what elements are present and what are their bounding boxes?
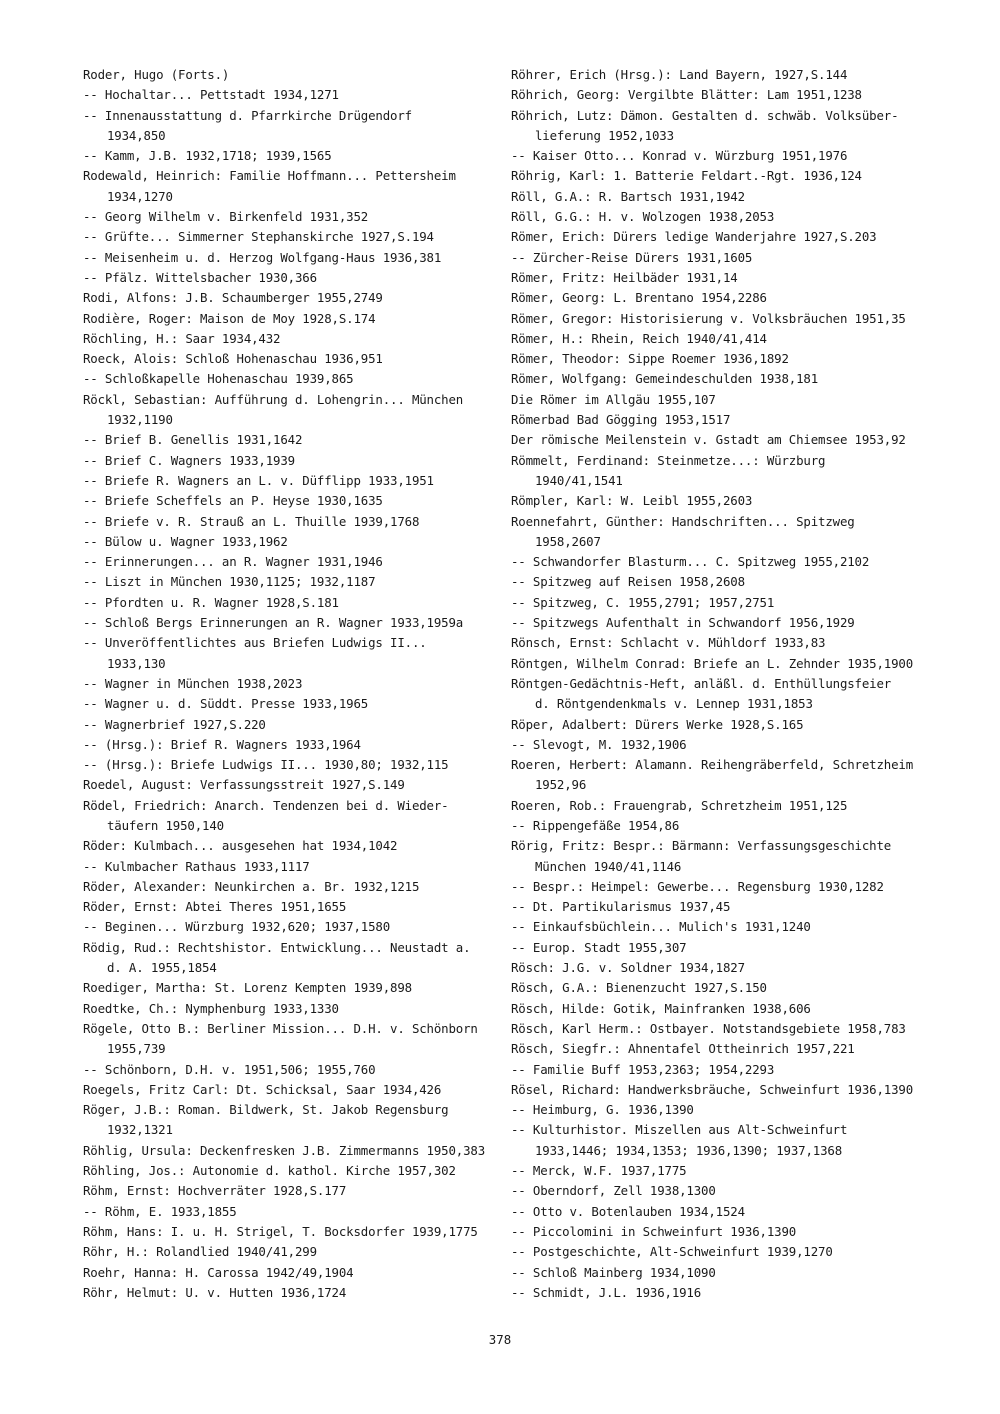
index-entry: -- Europ. Stadt 1955,307 (511, 939, 687, 955)
index-entry: Röhrich, Georg: Vergilbte Blätter: Lam 1951,1238 (511, 87, 862, 103)
index-entry: Rösch, Hilde: Gotik, Mainfranken 1938,606 (511, 1000, 811, 1016)
index-entry: -- Grüfte... Simmerner Stephanskirche 1927,S.194 (83, 229, 434, 245)
index-entry-continuation: 1955,739 (107, 1041, 166, 1057)
index-entry-continuation: 1932,1321 (107, 1122, 173, 1138)
index-entry-continuation: 1952,96 (535, 777, 587, 793)
index-entry: Roedtke, Ch.: Nymphenburg 1933,1330 (83, 1000, 339, 1016)
index-entry: Röper, Adalbert: Dürers Werke 1928,S.165 (511, 716, 804, 732)
index-entry: -- Spitzweg, C. 1955,2791; 1957,2751 (511, 594, 775, 610)
index-entry: -- Kaiser Otto... Konrad v. Würzburg 1951,1976 (511, 148, 848, 164)
index-entry: Römer, Erich: Dürers ledige Wanderjahre 1927,S.203 (511, 229, 877, 245)
index-entry: -- Schönborn, D.H. v. 1951,506; 1955,760 (83, 1061, 376, 1077)
index-entry: Röder, Alexander: Neunkirchen a. Br. 1932,1215 (83, 878, 420, 894)
index-entry: -- Briefe v. R. Strauß an L. Thuille 1939,1768 (83, 513, 420, 529)
index-entry: Roediger, Martha: St. Lorenz Kempten 1939,898 (83, 980, 412, 996)
index-entry: -- Postgeschichte, Alt-Schweinfurt 1939,1270 (511, 1244, 833, 1260)
index-column-left (83, 65, 503, 1303)
index-entry: Rösch, Karl Herm.: Ostbayer. Notstandsgebiete 1958,783 (511, 1020, 906, 1036)
index-entry: Roeren, Herbert: Alamann. Reihengräberfeld, Schretzheim (511, 757, 914, 773)
index-entry: -- Meisenheim u. d. Herzog Wolfgang-Haus 1936,381 (83, 249, 442, 265)
index-entry: -- Wagnerbrief 1927,S.220 (83, 716, 266, 732)
index-entry: -- Schloßkapelle Hohenaschau 1939,865 (83, 371, 354, 387)
index-entry: Rönsch, Ernst: Schlacht v. Mühldorf 1933,83 (511, 635, 826, 651)
index-entry: -- Familie Buff 1953,2363; 1954,2293 (511, 1061, 775, 1077)
index-entry: Römpler, Karl: W. Leibl 1955,2603 (511, 493, 753, 509)
index-entry: -- Erinnerungen... an R. Wagner 1931,1946 (83, 554, 383, 570)
index-entry-continuation: 1933,1446; 1934,1353; 1936,1390; 1937,1368 (535, 1142, 843, 1158)
index-entry: Römer, H.: Rhein, Reich 1940/41,414 (511, 330, 767, 346)
index-entry: -- Wagner in München 1938,2023 (83, 675, 303, 691)
index-entry: Röll, G.A.: R. Bartsch 1931,1942 (511, 188, 745, 204)
index-entry: Roder, Hugo (Forts.) (83, 67, 230, 82)
index-entry: Römer, Theodor: Sippe Roemer 1936,1892 (511, 351, 789, 367)
index-entry: -- Briefe R. Wagners an L. v. Düfflipp 1933,1951 (83, 472, 434, 488)
index-entry-continuation: 1932,1190 (107, 412, 173, 428)
index-entry: -- Schmidt, J.L. 1936,1916 (511, 1284, 702, 1300)
index-entry-continuation: 1934,850 (107, 127, 166, 143)
index-entry: -- Schwandorfer Blasturm... C. Spitzweg 1955,2102 (511, 554, 870, 570)
index-entry-continuation: d. Röntgendenkmals v. Lennep 1931,1853 (535, 696, 813, 712)
index-entry: Rögele, Otto B.: Berliner Mission... D.H. v. Schönborn (83, 1020, 478, 1036)
index-entry-continuation: 1933,130 (107, 655, 166, 671)
index-entry: -- Kulturhistor. Miszellen aus Alt-Schweinfurt (511, 1122, 848, 1138)
index-entry: Rösch: J.G. v. Soldner 1934,1827 (511, 960, 745, 976)
index-entry-continuation: 1934,1270 (107, 188, 173, 204)
index-entry: Der römische Meilenstein v. Gstadt am Chiemsee 1953,92 (511, 432, 906, 448)
index-entry: Die Römer im Allgäu 1955,107 (511, 391, 716, 407)
index-entry: -- Einkaufsbüchlein... Mulich's 1931,1240 (511, 919, 811, 935)
index-entry: Roennefahrt, Günther: Handschriften... Spitzweg (511, 513, 855, 529)
index-entry: Röchling, H.: Saar 1934,432 (83, 330, 281, 346)
index-entry: Röhm, Hans: I. u. H. Strigel, T. Bocksdorfer 1939,1775 (83, 1223, 478, 1239)
index-entry: -- Wagner u. d. Süddt. Presse 1933,1965 (83, 696, 369, 712)
index-entry: -- Pfordten u. R. Wagner 1928,S.181 (83, 594, 339, 610)
index-entry: -- Georg Wilhelm v. Birkenfeld 1931,352 (83, 209, 369, 225)
index-entry: Rodi, Alfons: J.B. Schaumberger 1955,2749 (83, 290, 383, 306)
index-entry: -- Briefe Scheffels an P. Heyse 1930,1635 (83, 493, 383, 509)
index-entry: -- Otto v. Botenlauben 1934,1524 (511, 1203, 745, 1219)
index-entry: Rösch, Siegfr.: Ahnentafel Ottheinrich 1957,221 (511, 1041, 855, 1057)
index-entry: Rödig, Rud.: Rechtshistor. Entwicklung... Neustadt a. (83, 939, 471, 955)
index-entry: Roehr, Hanna: H. Carossa 1942/49,1904 (83, 1264, 354, 1280)
index-entry: Röhrig, Karl: 1. Batterie Feldart.-Rgt. 1936,124 (511, 168, 862, 184)
index-entry: Röhlig, Ursula: Deckenfresken J.B. Zimmermanns 1950,383 (83, 1142, 486, 1158)
index-entry: Röhrich, Lutz: Dämon. Gestalten d. schwäb. Volksüber- (511, 107, 899, 123)
index-entry-continuation: 1940/41,1541 (535, 472, 623, 488)
index-entry-continuation: d. A. 1955,1854 (107, 960, 217, 976)
index-entry: Röntgen, Wilhelm Conrad: Briefe an L. Zehnder 1935,1900 (511, 655, 914, 671)
index-entry: -- Liszt in München 1930,1125; 1932,1187 (83, 574, 376, 590)
index-entry: Römer, Gregor: Historisierung v. Volksbräuchen 1951,35 (511, 310, 906, 326)
index-entry: -- Röhm, E. 1933,1855 (83, 1203, 237, 1219)
index-entry: -- Bespr.: Heimpel: Gewerbe... Regensburg 1930,1282 (511, 878, 884, 894)
index-entry: Röll, G.G.: H. v. Wolzogen 1938,2053 (511, 209, 775, 225)
index-entry: Römerbad Bad Gögging 1953,1517 (511, 412, 731, 428)
index-entry: Röhr, H.: Rolandlied 1940/41,299 (83, 1244, 317, 1260)
index-entry-continuation: lieferung 1952,1033 (535, 127, 674, 143)
index-entry: -- Pfälz. Wittelsbacher 1930,366 (83, 269, 317, 285)
index-entry: Röger, J.B.: Roman. Bildwerk, St. Jakob Regensburg (83, 1102, 449, 1118)
index-entry: -- Schloß Mainberg 1934,1090 (511, 1264, 716, 1280)
index-entry: Röhm, Ernst: Hochverräter 1928,S.177 (83, 1183, 347, 1199)
index-entry: Röder: Kulmbach... ausgesehen hat 1934,1042 (83, 838, 398, 854)
index-column-right (511, 65, 931, 1303)
index-entry: Rodewald, Heinrich: Familie Hoffmann... Pettersheim (83, 168, 456, 184)
index-entry: -- Kamm, J.B. 1932,1718; 1939,1565 (83, 148, 332, 164)
index-entry: -- (Hrsg.): Briefe Ludwigs II... 1930,80; 1932,115 (83, 757, 449, 773)
index-entry: Römer, Georg: L. Brentano 1954,2286 (511, 290, 767, 306)
index-entry: -- Heimburg, G. 1936,1390 (511, 1102, 694, 1118)
index-entry: -- Brief C. Wagners 1933,1939 (83, 452, 295, 468)
index-entry: Römmelt, Ferdinand: Steinmetze...: Würzburg (511, 452, 826, 468)
index-entry: Römer, Fritz: Heilbäder 1931,14 (511, 269, 738, 285)
index-entry: -- Beginen... Würzburg 1932,620; 1937,1580 (83, 919, 391, 935)
index-entry: -- Oberndorf, Zell 1938,1300 (511, 1183, 716, 1199)
index-entry: Rödel, Friedrich: Anarch. Tendenzen bei d. Wieder- (83, 797, 449, 813)
index-entry-continuation: 1958,2607 (535, 533, 601, 549)
index-entry: Rösch, G.A.: Bienenzucht 1927,S.150 (511, 980, 767, 996)
index-entry: Röhling, Jos.: Autonomie d. kathol. Kirche 1957,302 (83, 1163, 456, 1179)
index-entry: Roeck, Alois: Schloß Hohenaschau 1936,951 (83, 351, 383, 367)
index-entry: -- (Hrsg.): Brief R. Wagners 1933,1964 (83, 736, 361, 752)
index-entry: Röntgen-Gedächtnis-Heft, anläßl. d. Enthüllungsfeier (511, 675, 892, 691)
index-entry: -- Spitzweg auf Reisen 1958,2608 (511, 574, 745, 590)
index-entry: Rodière, Roger: Maison de Moy 1928,S.174 (83, 310, 376, 326)
index-entry: -- Schloß Bergs Erinnerungen an R. Wagner 1933,1959a (83, 615, 464, 631)
index-entry: -- Piccolomini in Schweinfurt 1936,1390 (511, 1223, 797, 1239)
index-entry: Roedel, August: Verfassungsstreit 1927,S.149 (83, 777, 405, 793)
index-entry: Röder, Ernst: Abtei Theres 1951,1655 (83, 899, 347, 915)
index-entry: -- Unveröffentlichtes aus Briefen Ludwigs II... (83, 635, 427, 651)
index-entry: -- Hochaltar... Pettstadt 1934,1271 (83, 87, 339, 103)
index-entry: -- Merck, W.F. 1937,1775 (511, 1163, 687, 1179)
index-entry: -- Slevogt, M. 1932,1906 (511, 736, 687, 752)
index-entry: Roeren, Rob.: Frauengrab, Schretzheim 1951,125 (511, 797, 848, 813)
index-entry: -- Zürcher-Reise Dürers 1931,1605 (511, 249, 753, 265)
index-entry: -- Bülow u. Wagner 1933,1962 (83, 533, 288, 549)
index-entry: -- Spitzwegs Aufenthalt in Schwandorf 1956,1929 (511, 615, 855, 631)
index-entry: Röhr, Helmut: U. v. Hutten 1936,1724 (83, 1284, 347, 1300)
index-entry: Römer, Wolfgang: Gemeindeschulden 1938,181 (511, 371, 819, 387)
index-entry: -- Dt. Partikularismus 1937,45 (511, 899, 731, 915)
index-entry-continuation: täufern 1950,140 (107, 817, 224, 833)
index-entry-continuation: München 1940/41,1146 (535, 858, 682, 874)
index-entry: Roegels, Fritz Carl: Dt. Schicksal, Saar 1934,426 (83, 1081, 442, 1097)
page-number: 378 (488, 1332, 512, 1347)
index-entry: -- Kulmbacher Rathaus 1933,1117 (83, 858, 310, 874)
index-entry: -- Innenausstattung d. Pfarrkirche Drügendorf (83, 107, 412, 123)
index-entry: Röckl, Sebastian: Aufführung d. Lohengrin... München (83, 391, 464, 407)
index-entry: Rösel, Richard: Handwerksbräuche, Schweinfurt 1936,1390 (511, 1081, 914, 1097)
index-entry: -- Brief B. Genellis 1931,1642 (83, 432, 303, 448)
index-entry: Rörig, Fritz: Bespr.: Bärmann: Verfassungsgeschichte (511, 838, 892, 854)
index-entry: Röhrer, Erich (Hrsg.): Land Bayern, 1927,S.144 (511, 67, 848, 82)
index-entry: -- Rippengefäße 1954,86 (511, 817, 680, 833)
